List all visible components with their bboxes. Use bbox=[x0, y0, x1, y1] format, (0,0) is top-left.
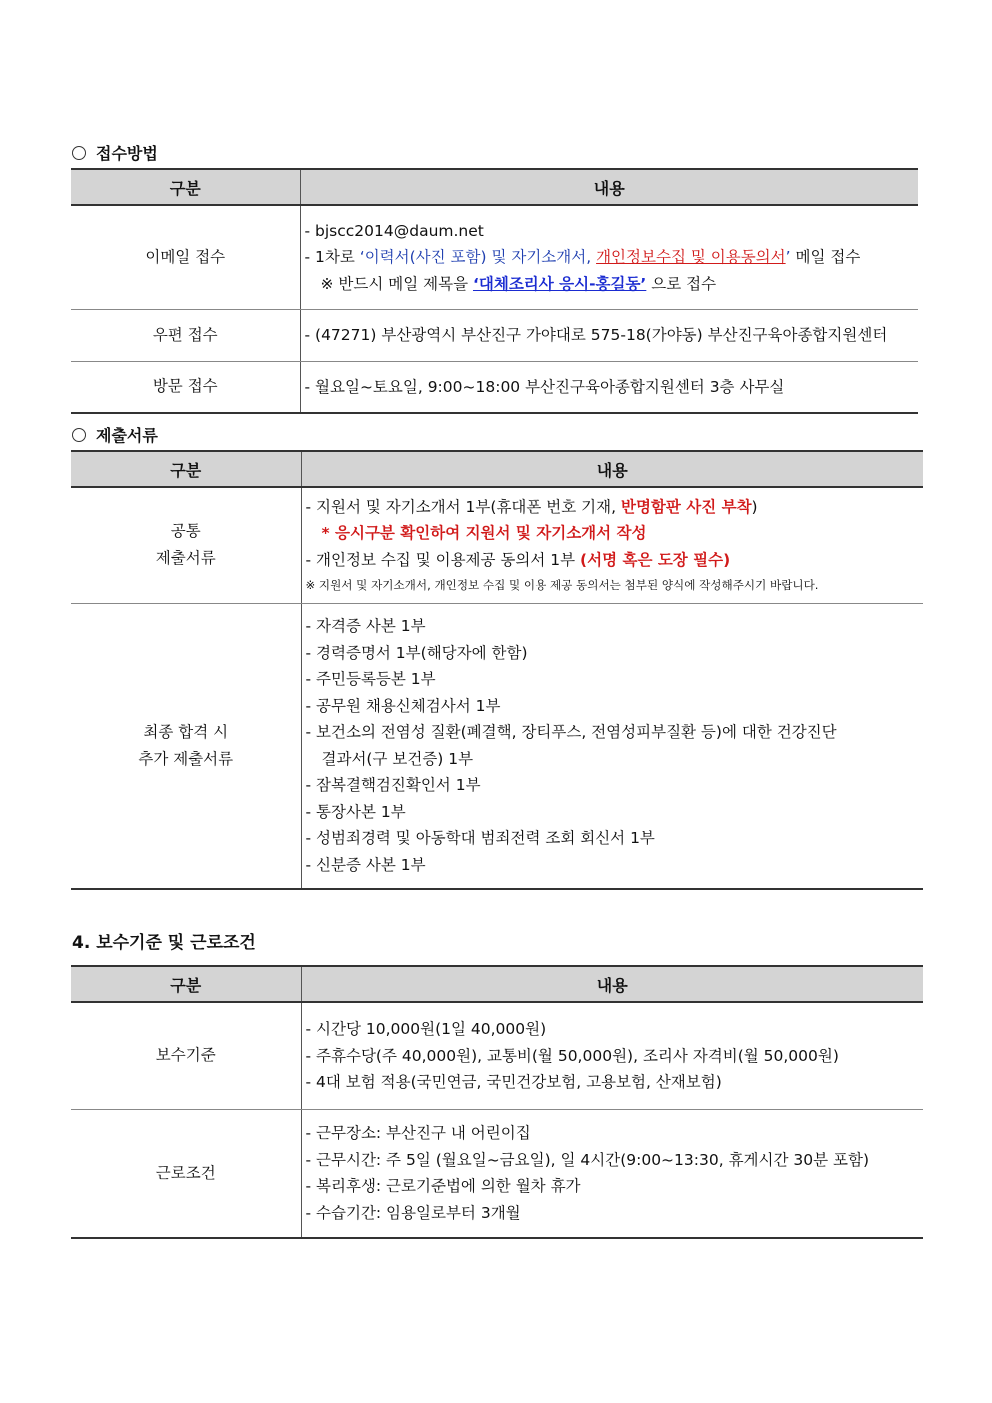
table-row-common-docs bbox=[71, 487, 923, 603]
table-header-row bbox=[71, 966, 923, 1002]
list-item: - 신분증 사본 1부 bbox=[305, 855, 426, 874]
post-address: - (47271) 부산광역시 부산진구 가야대로 575-18(가야동) 부산진구육아종합지원센터 bbox=[304, 325, 888, 344]
header-category: 구분 bbox=[71, 169, 300, 205]
table-row-email bbox=[71, 205, 918, 309]
section-title-pay: 4. 보수기준 및 근로조건 bbox=[72, 933, 256, 953]
list-item: - 주민등록등본 1부 bbox=[305, 670, 436, 689]
row-content-email bbox=[300, 205, 918, 309]
list-item: - 주휴수당(주 40,000원), 교통비(월 50,000원), 조리사 자격비(월 50,000원) bbox=[305, 1046, 839, 1065]
row-content-pay bbox=[301, 1002, 923, 1109]
list-item: 결과서(구 보건증) 1부 bbox=[321, 749, 474, 768]
list-item: - 공무원 채용신체검사서 1부 bbox=[305, 696, 501, 715]
row-label-pay: 보수기준 bbox=[71, 1002, 301, 1109]
list-item: - 수습기간: 임용일로부터 3개월 bbox=[305, 1203, 521, 1222]
table-header-row bbox=[71, 451, 923, 487]
table-row-pay bbox=[71, 1002, 923, 1109]
form-note: ※ 지원서 및 자기소개서, 개인정보 수집 및 이용 제공 동의서는 첨부된 양식에 작성해주시기 바랍니다. bbox=[305, 578, 819, 592]
table-row-work bbox=[71, 1109, 923, 1238]
list-item: - 시간당 10,000원(1일 40,000원) bbox=[305, 1020, 547, 1038]
list-item: - 성범죄경력 및 아동학대 범죄전력 조회 회신서 1부 bbox=[305, 829, 655, 848]
row-content-final bbox=[301, 603, 923, 889]
row-content-work bbox=[301, 1109, 923, 1238]
visit-info: - 월요일~토요일, 9:00~18:00 부산진구육아종합지원센터 3층 사무실 bbox=[304, 377, 785, 396]
receive-table bbox=[71, 168, 918, 414]
docs-table bbox=[71, 450, 923, 890]
row-label-common: 공통 제출서류 bbox=[71, 487, 301, 603]
list-item: - 잠복결핵검진확인서 1부 bbox=[305, 776, 481, 795]
circle-bullet-icon bbox=[72, 428, 86, 442]
header-category: 구분 bbox=[71, 966, 301, 1002]
list-item: - 보건소의 전염성 질환(폐결핵, 장티푸스, 전염성피부질환 등)에 대한 건강진단 bbox=[305, 723, 837, 742]
email-address: - bjscc2014@daum.net bbox=[304, 221, 484, 240]
row-label-work: 근로조건 bbox=[71, 1109, 301, 1238]
row-label-final: 최종 합격 시 추가 제출서류 bbox=[71, 603, 301, 889]
table-row-post bbox=[71, 309, 918, 361]
pay-table bbox=[71, 965, 923, 1239]
header-category: 구분 bbox=[71, 451, 301, 487]
table-row-final-docs bbox=[71, 603, 923, 889]
list-item: - 경력증명서 1부(해당자에 한함) bbox=[305, 643, 528, 662]
header-content: 내용 bbox=[301, 966, 923, 1002]
email-subject-note: ※ 반드시 메일 제목을 ‘대체조리사 응시-홍길동’ 으로 접수 bbox=[320, 274, 717, 293]
row-label-visit: 방문 접수 bbox=[71, 361, 300, 413]
list-item: - 자격증 사본 1부 bbox=[305, 617, 426, 636]
row-label-post: 우편 접수 bbox=[71, 309, 300, 361]
header-content: 내용 bbox=[300, 169, 918, 205]
section-title-receive: 접수방법 bbox=[72, 141, 158, 164]
email-instruction: - 1차로 ‘이력서(사진 포함) 및 자기소개서, 개인정보수집 및 이용동의서’ 메일 접수 bbox=[304, 248, 861, 266]
table-header-row bbox=[71, 169, 918, 205]
apply-category-note: * 응시구분 확인하여 지원서 및 자기소개서 작성 bbox=[321, 524, 647, 542]
table-row-visit bbox=[71, 361, 918, 413]
section-title-docs: 제출서류 bbox=[72, 423, 158, 446]
list-item: - 근무장소: 부산진구 내 어린이집 bbox=[305, 1124, 531, 1143]
row-label-email: 이메일 접수 bbox=[71, 205, 300, 309]
list-item: - 복리후생: 근로기준법에 의한 월차 휴가 bbox=[305, 1177, 581, 1196]
circle-bullet-icon bbox=[72, 146, 86, 160]
list-item: - 근무시간: 주 5일 (월요일~금요일), 일 4시간(9:00~13:30, 휴게시간 30분 포함) bbox=[305, 1150, 870, 1169]
list-item: - 통장사본 1부 bbox=[305, 802, 406, 821]
header-content: 내용 bbox=[301, 451, 923, 487]
row-content-common: - 지원서 및 자기소개서 1부(휴대폰 번호 기재, 반명함판 사진 부착) * 응시구분 확인하여 지원서 및 자기소개서 작성 - 개인정보 수집 및 이용제공 동의서 1부 (서명 혹은 도장 필수) ※ 지원서 및 자기소개서, 개인정보 수집 및 이용 제공 동의서는 첨부된 양식에 작성해주시기 바랍니다. bbox=[301, 487, 923, 603]
list-item: - 4대 보험 적용(국민연금, 국민건강보험, 고용보험, 산재보험) bbox=[305, 1073, 722, 1091]
